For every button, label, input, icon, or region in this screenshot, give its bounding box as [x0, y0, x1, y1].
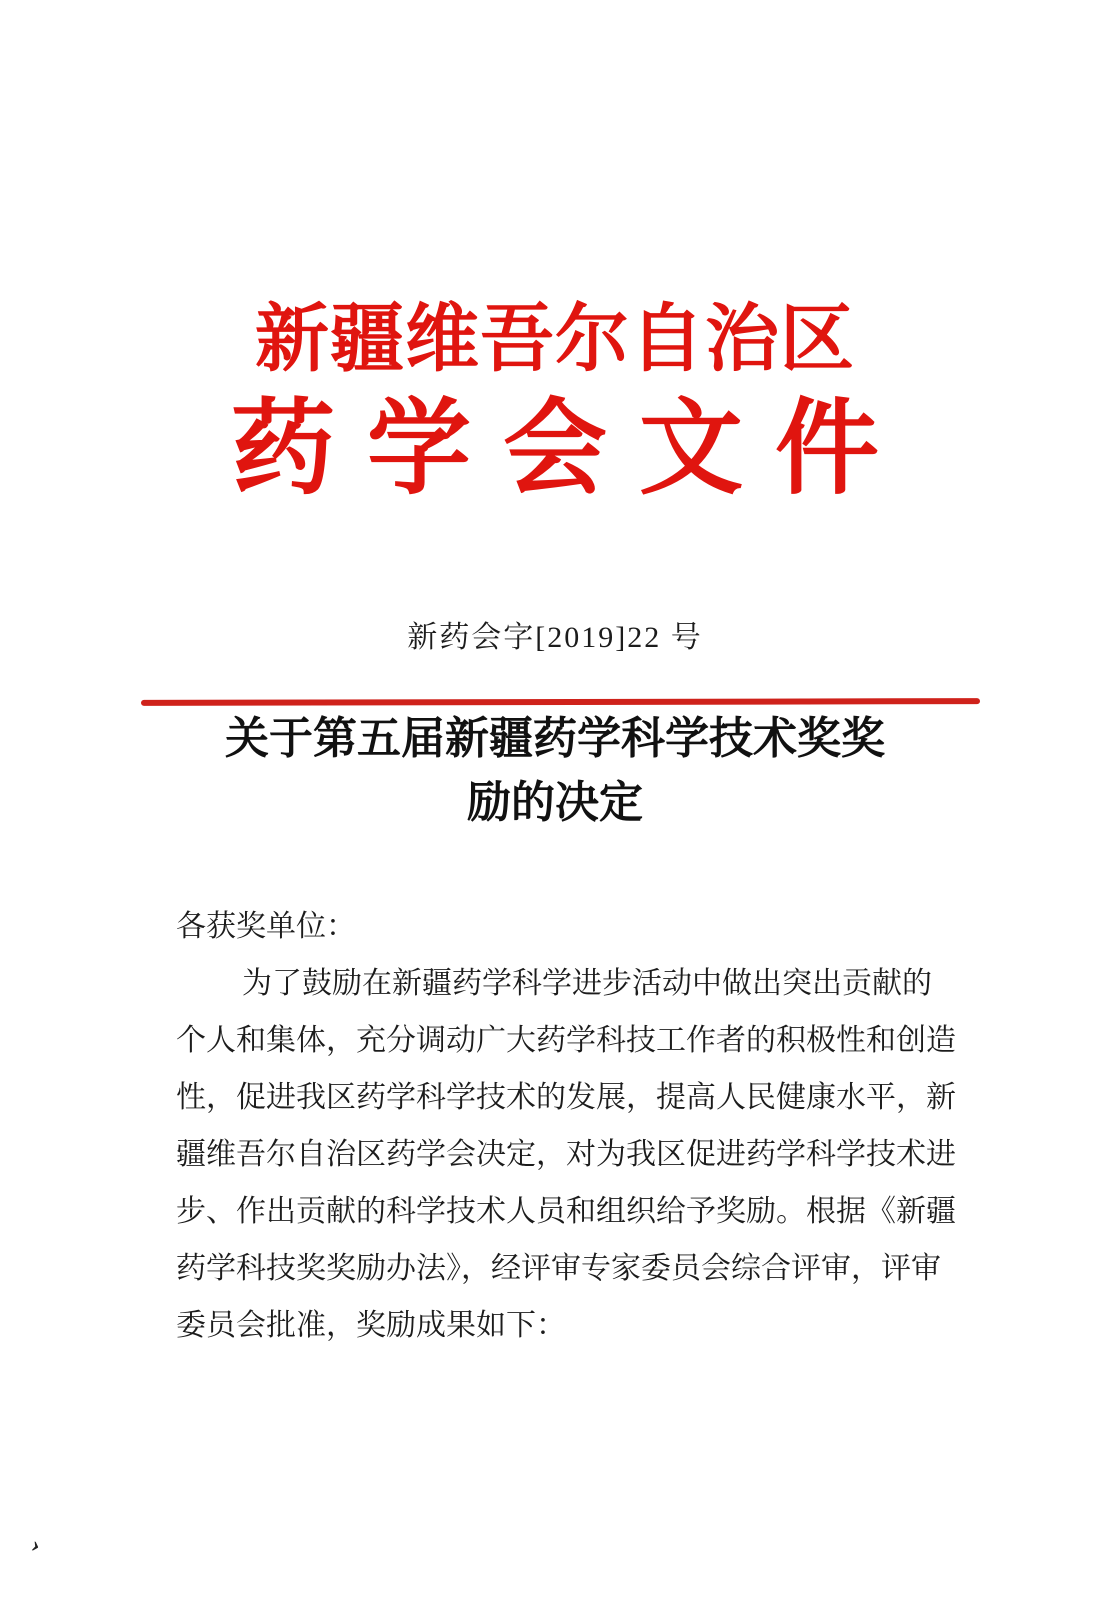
paragraph-line: 疆维吾尔自治区药学会决定，对为我区促进药学科学技术进	[176, 1138, 956, 1171]
paragraph-line: 为了鼓励在新疆药学科学进步活动中做出突出贡献的	[242, 967, 932, 1000]
paragraph-line: 委员会批准，奖励成果如下：	[176, 1309, 566, 1342]
issuing-org-name-line2: 药学会文件	[230, 392, 911, 507]
document-title-line1: 关于第五届新疆药学科学技术奖奖	[225, 714, 885, 763]
salutation-line: 各获奖单位：	[176, 910, 356, 943]
paragraph-line: 个人和集体，充分调动广大药学科技工作者的积极性和创造	[176, 1024, 956, 1057]
document-title	[0, 707, 1110, 835]
paragraph-line: 步、作出贡献的科学技术人员和组织给予奖励。根据《新疆	[176, 1195, 956, 1228]
document-body	[176, 898, 964, 1354]
scan-artifact-mark: ›	[28, 1531, 44, 1559]
document-title-line2: 励的决定	[467, 778, 643, 827]
document-reference-number: 新药会字[2019]22 号	[407, 621, 703, 654]
red-header-divider-rule	[141, 698, 980, 706]
paragraph-line: 药学科技奖奖励办法》，经评审专家委员会综合评审，评审	[176, 1252, 941, 1285]
paragraph-line: 性，促进我区药学科学技术的发展，提高人民健康水平，新	[176, 1081, 956, 1114]
issuing-org-name-line1: 新疆维吾尔自治区	[255, 299, 855, 381]
